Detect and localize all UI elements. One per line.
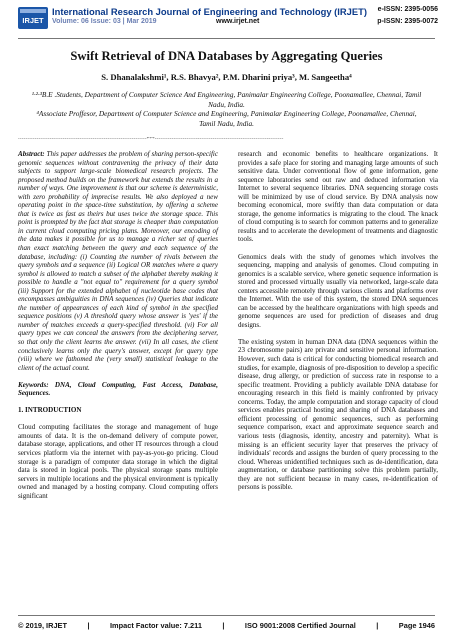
journal-title: International Research Journal of Engineering and Technology (IRJET) (52, 6, 367, 17)
footer-sep-2: | (222, 621, 225, 630)
eissn: e-ISSN: 2395-0056 (377, 6, 438, 13)
right-paragraph-1: research and economic benefits to healthcare organizations. It provides a safe place for storing and managing large amounts of such sensitive data. Under conventional flow of gene information, gene sequence laboratories send out raw and deduced information via Internet to several sequence libraries. DNA sequencing storage costs will be minimized by use of cloud service. By DNA analysis now becoming economical, more swiftly than data computation or data storage, the genome informatics is migrating to the cloud. The knack of cloud computing is to search for common patterns and to generalize results and to accelerate the development of treatments and diagnostic tools. (238, 150, 438, 244)
intro-heading: 1. INTRODUCTION (18, 406, 82, 415)
keywords-label: Keywords: (18, 380, 49, 389)
right-paragraph-2: Genomics deals with the study of genomes which involves the sequencing, mapping and analysis of genomes. Cloud computing in genomics is a scalable service, where genetic sequence information is stored and processed virtually usually via networked, large-scale data centers accessible remotely through various clients and platforms over the Internet. With the use of this system, the stored DNA sequences can be accessed by the healthcare organizations with high speeds and genome sequences are used for prediction of diseases and drug designs. (238, 252, 438, 329)
journal-website[interactable]: www.irjet.net (216, 18, 260, 25)
paper-authors: S. Dhanalakshmi¹, R.S. Bhavya², P.M. Dharini priya³, M. Sangeetha⁴ (101, 72, 352, 82)
affiliation-students: ¹·²·³B.E .Students, Department of Computer Science And Engineering, Panimalar Engineering College, Poonamallee, Chennai, Tamil Nadu, India. (31, 90, 422, 109)
footer-page: Page 1946 (398, 621, 435, 630)
right-column (238, 150, 438, 500)
left-column (18, 150, 218, 509)
footer-sep-1: | (87, 621, 90, 630)
footer-impact: Impact Factor value: 7.211 (109, 621, 202, 630)
journal-volume: Volume: 06 Issue: 03 | Mar 2019 (52, 18, 157, 25)
pissn: p-ISSN: 2395-0072 (377, 18, 438, 25)
keywords-text: DNA, Cloud Computing, Fast Access, Database, Sequences. (18, 380, 218, 398)
abstract-text: This paper addresses the problem of sharing person-specific genomic sequences without contravening the privacy of their data subjects to support large-scale biomedical research projects. The proposed method builds on the framework but extends the results in a number of ways. One improvement is that our scheme is deterministic, with zero probability of imprecise results. We also deployed a new operating point in the space-time substitution, by offering a scheme that is twice as fast as theirs but uses twice the storage space. This point is prompted by the fact that storage is cheaper than computation in current cloud computing pricing plans. Moreover, our encoding of the data makes it possible for us to manage a richer set of queries than exact matching between the query and each sequence of the database, including: (i) Counting the number of rivals between the query symbols and a sequence (ii) Logical OR matches where a query symbol is allowed to match a subset of the alphabet thereby making it possible to handle a "not equal to" requirement for a query symbol (iii) Support for the extended alphabet of nucleotide base codes that encompasses ambiguities in DNA sequences (iv) Queries that indicate the number of appearances of each kind of symbol in the specified sequence positions (v) A threshold query whose answer is 'yes' if the number of matches exceeds a query-specified threshold. (vi) For all query types we can conceal the answers from the deciphering server, so that only the client learns the answer. (vii) In all cases, the client conclusively learns only the query's answer, except for query type (viii) where we fathomed the (very small) statistical leakage to the client of the actual count. (18, 150, 218, 372)
affiliation-professor: ⁴Associate Proffesor, Department of Computer Science and Engineering, Panimalar Engineering College, Poonamallee, Chennai, Tamil Nadu, India. (36, 109, 417, 128)
footer-divider (18, 615, 435, 616)
separator-line: ---------------------------------------------------------------------***--------------------------------------------------------------------- (18, 137, 284, 142)
keywords (18, 381, 218, 398)
right-paragraph-3: The existing system in human DNA data (DNA sequences within the 23 chromosome pairs) are private and sensitive personal information. However, such data is critical for conducting biomedical research and studies, for example, diagnosis of pre-disposition to develop a specific disease, drug allergy, or prediction of success rate in response to a specific treatment. Providing a publicly available DNA database for encouraging research in this field is mainly confronted by privacy concerns. Today, the ample computation and storage capacity of cloud services enables practical hosting and sharing of DNA databases and efficient processing of genomic sequences, such as performing sequence comparison, exact and approximate sequence search and various tests (diagnosis, identity, ancestry and paternity). What is missing is an efficient security layer that preserves the privacy of individuals' records and assigns the burden of query processing to the cloud. Whereas unidentified techniques such as de-identification, data augmentation, or database partitioning solve this problem partially, they are not sufficient because in many cases, re-identification of persons is possible. (238, 337, 438, 492)
paper-title: Swift Retrieval of DNA Databases by Aggregating Queries (70, 49, 383, 63)
logo-text: IRJET (22, 16, 44, 25)
abstract-label: Abstract: (18, 150, 45, 158)
affiliations (30, 90, 423, 128)
page-footer (18, 621, 435, 630)
footer-copyright: © 2019, IRJET (18, 621, 67, 630)
footer-iso: ISO 9001:2008 Certified Journal (244, 621, 356, 630)
abstract (18, 150, 218, 372)
header-divider (18, 38, 435, 39)
intro-paragraph: Cloud computing facilitates the storage and management of huge amounts of data. It is the on-demand delivery of compute power, database storage, applications, and other IT resources through a cloud services platform via the internet with pay-as-you-go pricing. Cloud storage is a paradigm of computer data storage in which the digital data is stored in logical pools. The physical storage spans multiple servers in multiple locations and the physical environment is typically owned and managed by a hosting company. Cloud computing offers significant (18, 423, 218, 500)
journal-header (18, 6, 438, 36)
irjet-logo-icon (18, 7, 48, 29)
footer-sep-3: | (376, 621, 379, 630)
